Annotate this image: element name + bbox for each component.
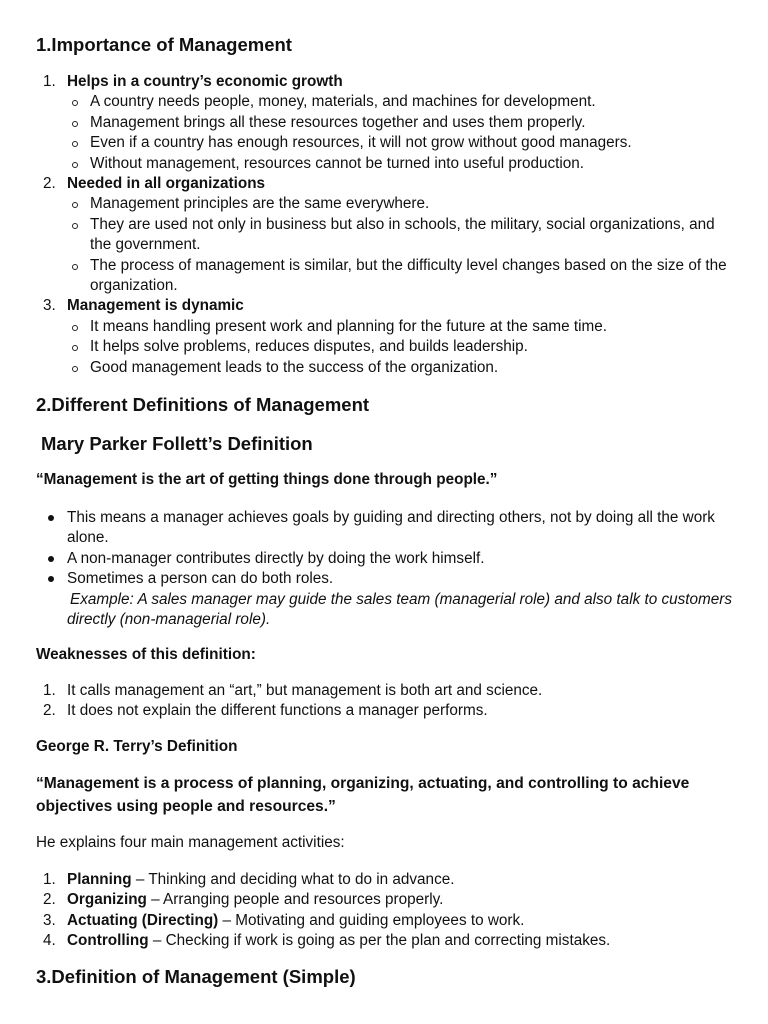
follett-quote: “Management is the art of getting things done through people.” xyxy=(36,471,498,488)
activities-list xyxy=(36,870,736,952)
item-number: 1. xyxy=(43,682,56,699)
sub-item: The process of management is similar, but the difficulty level changes based on the size of the organization. xyxy=(67,256,736,297)
sub-item: Without management, resources cannot be turned into useful production. xyxy=(67,154,736,174)
activity-text: – Checking if work is going as per the plan and correcting mistakes. xyxy=(148,932,611,950)
section-2-title: 2.Different Definitions of Management xyxy=(36,394,370,415)
item-number: 4. xyxy=(43,932,56,950)
list-item xyxy=(36,870,736,890)
follett-bullets xyxy=(36,508,736,630)
item-number: 3. xyxy=(43,297,56,315)
sub-item: They are used not only in business but also in schools, the military, social organizations, and the government. xyxy=(67,215,736,256)
terry-quote: “Management is a process of planning, organizing, actuating, and controlling to achieve objectives using people and resources.” xyxy=(36,775,690,815)
list-item xyxy=(36,701,736,721)
item-heading: Management is dynamic xyxy=(67,297,244,315)
item-text: It does not explain the different functions a manager performs. xyxy=(67,702,488,720)
item-number: 1. xyxy=(43,871,56,888)
item-number: 2. xyxy=(43,175,56,193)
item-number: 2. xyxy=(43,702,56,720)
item-text: It calls management an “art,” but management is both art and science. xyxy=(67,682,543,699)
sub-item: Even if a country has enough resources, it will not grow without good managers. xyxy=(67,133,736,153)
sub-item: Management principles are the same everywhere. xyxy=(67,194,736,214)
activity-text: – Thinking and deciding what to do in advance. xyxy=(131,871,455,888)
item-number: 1. xyxy=(43,73,56,90)
activity-text: – Arranging people and resources properly. xyxy=(146,891,444,909)
list-item xyxy=(36,174,736,296)
activity-label: Organizing xyxy=(67,891,147,909)
list-item xyxy=(36,681,736,701)
terry-intro: He explains four main management activities: xyxy=(36,834,345,851)
activity-label: Planning xyxy=(67,871,132,888)
item-number: 3. xyxy=(43,911,56,929)
list-item xyxy=(36,931,736,951)
list-item xyxy=(36,890,736,910)
sub-item: Good management leads to the success of the organization. xyxy=(67,358,736,378)
activity-text: – Motivating and guiding employees to work. xyxy=(218,911,525,929)
list-item xyxy=(36,296,736,378)
bullet-item: A non-manager contributes directly by doing the work himself. xyxy=(36,549,736,569)
sub-item: It means handling present work and planning for the future at the same time. xyxy=(67,317,736,337)
activity-label: Actuating (Directing) xyxy=(67,911,219,929)
activity-label: Controlling xyxy=(67,932,149,950)
weaknesses-heading: Weaknesses of this definition: xyxy=(36,646,256,663)
follett-heading: Mary Parker Follett’s Definition xyxy=(41,433,313,454)
item-heading: Needed in all organizations xyxy=(67,175,266,193)
list-item xyxy=(36,72,736,174)
list-item xyxy=(36,911,736,931)
sub-item: It helps solve problems, reduces disputes, and builds leadership. xyxy=(67,337,736,357)
importance-list xyxy=(36,72,736,378)
terry-heading: George R. Terry’s Definition xyxy=(36,738,238,755)
section-1-title: 1.Importance of Management xyxy=(36,34,292,55)
bullet-item: Sometimes a person can do both roles. xyxy=(36,569,736,589)
item-heading: Helps in a country’s economic growth xyxy=(67,73,343,90)
follett-example: Example: A sales manager may guide the sales team (managerial role) and also talk to customers directly (non-managerial role). xyxy=(67,590,733,629)
weaknesses-list xyxy=(36,681,736,722)
sub-item: Management brings all these resources together and uses them properly. xyxy=(67,113,736,133)
item-number: 2. xyxy=(43,891,56,909)
bullet-item: This means a manager achieves goals by guiding and directing others, not by doing all the work alone. xyxy=(36,508,736,549)
section-3-title: 3.Definition of Management (Simple) xyxy=(36,966,356,987)
sub-item: A country needs people, money, materials, and machines for development. xyxy=(67,92,736,112)
